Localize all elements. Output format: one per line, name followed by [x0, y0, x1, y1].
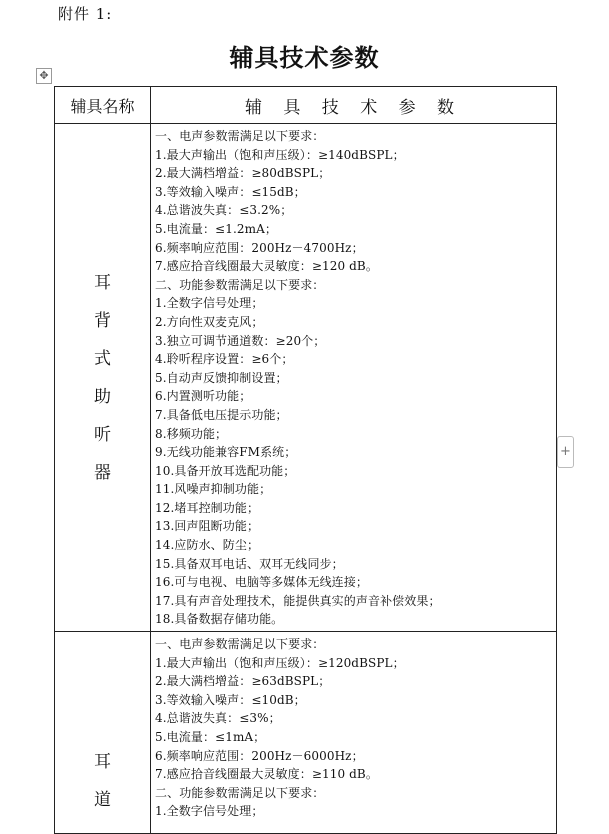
parameter-line: 7.感应拾音线圈最大灵敏度：≥110 dB。	[155, 767, 378, 782]
device-name-char: 听	[94, 424, 111, 445]
table-move-handle[interactable]	[36, 68, 52, 84]
parameters-cell	[151, 124, 557, 632]
parameter-line: 15.具备双耳电话、双耳无线同步；	[155, 556, 344, 571]
parameter-line: 14.应防水、防尘；	[155, 538, 260, 553]
table-row	[55, 632, 557, 834]
add-column-handle[interactable]	[557, 436, 574, 468]
device-name-char: 器	[94, 462, 111, 483]
document-title: 辅具技术参数	[229, 43, 380, 72]
parameter-line: 二、功能参数需满足以下要求：	[155, 785, 325, 800]
parameter-line: 11.风噪声抑制功能；	[155, 482, 272, 497]
device-name-char: 耳	[94, 272, 111, 293]
device-name-char: 背	[94, 310, 111, 331]
parameter-line: 5.电流量：≤1.2mA；	[155, 221, 277, 236]
parameter-line: 1.全数字信号处理；	[155, 804, 264, 819]
parameter-line: 4.总谐波失真：≤3.2%；	[155, 203, 293, 218]
device-name-char: 道	[94, 790, 111, 811]
parameter-line: 17.具有声音处理技术，能提供真实的声音补偿效果；	[155, 593, 441, 608]
parameter-line: 一、电声参数需满足以下要求：	[155, 637, 325, 652]
device-name-char: 耳	[94, 752, 111, 773]
device-name-char: 式	[94, 348, 111, 369]
parameter-line: 6.频率响应范围：200Hz－4700Hz；	[155, 240, 364, 255]
parameter-line: 3.等效输入噪声：≤15dB；	[155, 184, 306, 199]
parameter-line: 18.具备数据存储功能。	[155, 612, 284, 627]
parameter-line: 3.独立可调节通道数：≥20个；	[155, 333, 326, 348]
parameter-line: 13.回声阻断功能；	[155, 519, 260, 534]
parameter-line: 1.最大声输出（饱和声压级）：≥140dBSPL；	[155, 147, 405, 162]
device-name-cell	[55, 124, 151, 632]
parameter-line: 3.等效输入噪声：≤10dB；	[155, 692, 306, 707]
parameters-table	[54, 86, 557, 834]
device-name-cell	[55, 632, 151, 834]
parameter-line: 10.具备开放耳选配功能；	[155, 463, 296, 478]
parameter-line: 16.可与电视、电脑等多媒体无线连接；	[155, 575, 368, 590]
parameter-line: 5.电流量：≤1mA；	[155, 730, 266, 744]
parameter-line: 8.移频功能；	[155, 426, 228, 441]
parameters-cell	[151, 632, 557, 834]
plus-icon: +	[560, 444, 571, 459]
device-name-char: 助	[94, 386, 111, 407]
parameter-line: 4.聆听程序设置：≥6个；	[155, 352, 294, 367]
parameter-line: 5.自动声反馈抑制设置；	[155, 370, 288, 385]
move-arrows-icon: ✥	[39, 69, 49, 82]
parameter-line: 二、功能参数需满足以下要求：	[155, 277, 325, 292]
parameter-line: 4.总谐波失真：≤3%；	[155, 711, 281, 726]
parameter-line: 9.无线功能兼容FM系统；	[155, 445, 297, 460]
device-name-vertical	[94, 264, 111, 492]
parameter-line: 12.堵耳控制功能；	[155, 500, 260, 515]
header-device-name: 辅具名称	[55, 87, 151, 124]
parameter-line: 1.最大声输出（饱和声压级）：≥120dBSPL；	[155, 655, 405, 670]
table-header-row	[55, 87, 557, 124]
header-technical-parameters: 辅 具 技 术 参 数	[151, 87, 557, 124]
parameter-line: 一、电声参数需满足以下要求：	[155, 129, 325, 143]
attachment-label: 附件 1:	[58, 5, 113, 23]
parameter-line: 2.方向性双麦克风；	[155, 314, 264, 329]
parameter-line: 2.最大满档增益：≥80dBSPL；	[155, 166, 331, 181]
parameter-line: 7.感应拾音线圈最大灵敏度：≥120 dB。	[155, 259, 378, 274]
parameter-line: 6.频率响应范围：200Hz－6000Hz；	[155, 748, 364, 763]
table-row	[55, 124, 557, 632]
parameter-line: 7.具备低电压提示功能；	[155, 407, 288, 422]
parameter-line: 1.全数字信号处理；	[155, 296, 264, 311]
parameter-line: 2.最大满档增益：≥63dBSPL；	[155, 674, 331, 689]
parameter-line: 6.内置测听功能；	[155, 389, 252, 404]
device-name-vertical	[94, 632, 111, 819]
